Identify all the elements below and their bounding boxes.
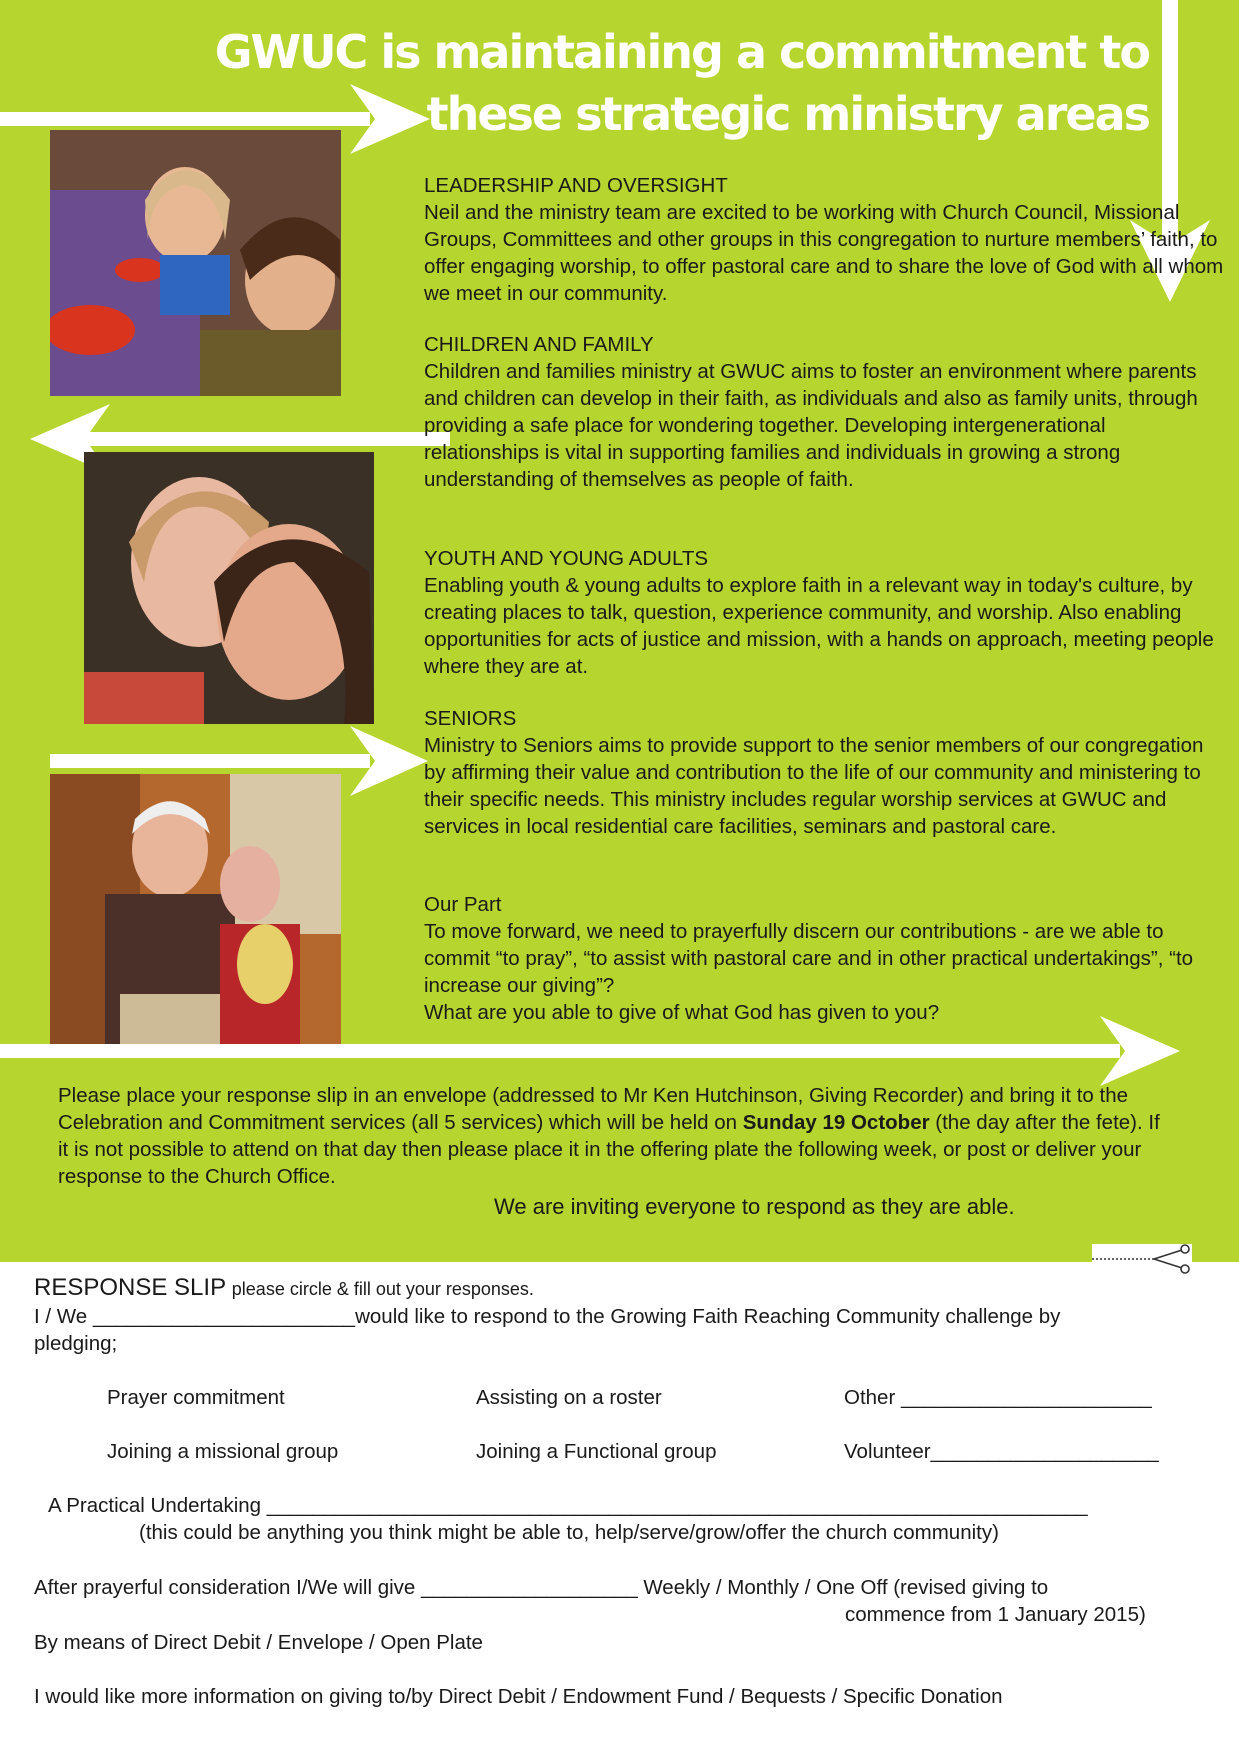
section-body: Enabling youth & young adults to explore faith in a relevant way in today's culture, by creating places to talk, question, experience community, and worship. Also enabling opportunities for acts of justice and mission, with a hands on approach, meeting people where they are at. bbox=[424, 574, 1214, 678]
slip-title: RESPONSE SLIP bbox=[34, 1274, 227, 1301]
pledge-line[interactable]: I / We _______________________would like to respond to the Growing Faith Reaching Community challenge by bbox=[34, 1305, 1061, 1328]
response-notice: Please place your response slip in an envelope (addressed to Mr Ken Hutchinson, Giving Recorder) and bring it to the Celebration and Commitment services (all 5 services) which will be held on Sunday 19 October (the day after the fete). If it is not possible to attend on that day then please place it in the offering plate the following week, or post or deliver your response to the Church Office. bbox=[58, 1084, 1160, 1188]
option-volunteer[interactable]: Volunteer____________________ bbox=[844, 1440, 1159, 1463]
practical-note: (this could be anything you think might be able to, help/serve/grow/offer the church community) bbox=[139, 1521, 999, 1544]
section-heading: LEADERSHIP AND OVERSIGHT bbox=[424, 174, 728, 197]
photo-children bbox=[50, 130, 341, 396]
section-body: Children and families ministry at GWUC aims to foster an environment where parents and children can develop in their faith, as individuals and also as family units, through providing a safe place for wondering together. Developing intergenerational relationships is vital in supporting families and individuals in growing a strong understanding of themselves as people of faith. bbox=[424, 360, 1198, 491]
section-question: What are you able to give of what God has given to you? bbox=[424, 1001, 940, 1024]
pledge-line-cont: pledging; bbox=[34, 1332, 118, 1355]
section-heading: Our Part bbox=[424, 893, 502, 916]
scissors-icon bbox=[1092, 1244, 1192, 1274]
photo-young-adults bbox=[84, 452, 374, 724]
payment-means[interactable]: By means of Direct Debit / Envelope / Open Plate bbox=[34, 1631, 483, 1654]
option-other[interactable]: Other ______________________ bbox=[844, 1386, 1152, 1409]
page-title-line1: GWUC is maintaining a commitment to bbox=[214, 25, 1149, 79]
section-heading: SENIORS bbox=[424, 707, 517, 730]
giving-commence-note: commence from 1 January 2015) bbox=[845, 1603, 1146, 1626]
slip-instruction: please circle & fill out your responses. bbox=[231, 1279, 534, 1299]
section-body: To move forward, we need to prayerfully discern our contributions - are we able to commit “to pray”, “to assist with pastoral care and in other practical undertakings”, “to increase our giving”? bbox=[424, 920, 1194, 997]
more-info-options[interactable]: I would like more information on giving to/by Direct Debit / Endowment Fund / Bequests / Specific Donation bbox=[34, 1685, 1003, 1708]
invite-line: We are inviting everyone to respond as they are able. bbox=[494, 1194, 1015, 1219]
section-children bbox=[424, 331, 1224, 493]
slip-heading bbox=[34, 1274, 534, 1303]
section-body: Ministry to Seniors aims to provide support to the senior members of our congregation by affirming their value and contribution to the life of our community and ministering to their specific needs. This ministry includes regular worship services at GWUC and services in local residential care facilities, seminars and pastoral care. bbox=[424, 734, 1204, 838]
giving-amount-line[interactable]: After prayerful consideration I/We will give ___________________ Weekly / Monthly / One Off (revised giving to bbox=[34, 1576, 1049, 1599]
section-heading: CHILDREN AND FAMILY bbox=[424, 333, 654, 356]
section-seniors bbox=[424, 705, 1224, 840]
photo-seniors bbox=[50, 774, 341, 1044]
section-our-part bbox=[424, 891, 1224, 1026]
section-youth bbox=[424, 545, 1224, 680]
option-functional-group[interactable]: Joining a Functional group bbox=[476, 1440, 717, 1463]
option-missional-group[interactable]: Joining a missional group bbox=[107, 1440, 339, 1463]
section-body: Neil and the ministry team are excited to be working with Church Council, Missional Groups, Committees and other groups in this congregation to nurture members’ faith, to offer engaging worship, to offer pastoral care and to share the love of God with all whom we meet in our community. bbox=[424, 201, 1224, 305]
page-title-line2: these strategic ministry areas bbox=[426, 87, 1149, 141]
service-date: Sunday 19 October bbox=[742, 1111, 930, 1134]
option-prayer-commitment[interactable]: Prayer commitment bbox=[107, 1386, 285, 1409]
practical-undertaking-field[interactable]: A Practical Undertaking ________________________________________________________________________ bbox=[48, 1494, 1088, 1517]
option-assisting-roster[interactable]: Assisting on a roster bbox=[476, 1386, 662, 1409]
section-heading: YOUTH AND YOUNG ADULTS bbox=[424, 547, 709, 570]
section-leadership bbox=[424, 172, 1224, 307]
